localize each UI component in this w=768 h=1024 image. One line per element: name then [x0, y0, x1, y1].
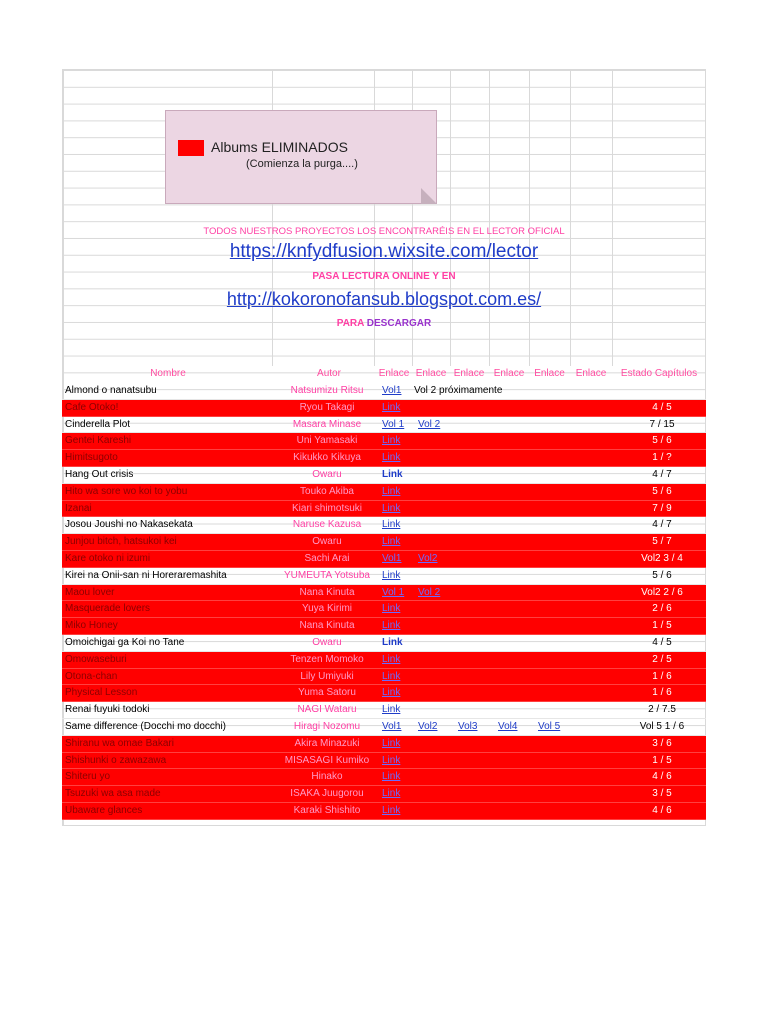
chapter-status: 7 / 9	[652, 502, 672, 514]
project-name: Izanai	[65, 502, 92, 514]
project-author: Hiragi Nozomu	[293, 720, 361, 732]
project-author: Hinako	[311, 771, 343, 783]
project-author: Nana Kinuta	[299, 586, 355, 598]
table-header	[62, 366, 706, 383]
chapter-status: Vol2 3 / 4	[641, 552, 683, 564]
table-row	[62, 585, 706, 602]
table-row	[62, 433, 706, 450]
header-enlace: Enlace	[453, 368, 485, 379]
table-row	[62, 568, 706, 585]
download-link[interactable]: Link	[382, 519, 401, 531]
download-link[interactable]: Link	[382, 653, 401, 665]
project-name: Renai fuyuki todoki	[65, 704, 150, 716]
project-name: Shishunki o zawazawa	[65, 754, 167, 766]
table-row	[62, 501, 706, 518]
table-row	[62, 803, 706, 820]
project-name: Masquerade lovers	[65, 603, 151, 615]
table-row	[62, 383, 706, 400]
project-author: Yuya Kirimi	[301, 603, 352, 615]
project-name: Ubaware glances	[65, 804, 143, 816]
project-name: Cafe Otoko!	[65, 401, 119, 413]
project-name: Maou lover	[65, 586, 115, 598]
para-text: PARA	[336, 318, 364, 329]
chapter-status: 1 / ?	[652, 452, 672, 464]
table-row	[62, 618, 706, 635]
download-link[interactable]: Vol 2	[418, 586, 441, 598]
project-author: Owaru	[312, 468, 342, 480]
chapter-status: 1 / 6	[652, 687, 672, 699]
chapter-status: Vol2 2 / 6	[641, 586, 683, 598]
chapter-status: 4 / 7	[652, 468, 672, 480]
table-row	[62, 736, 706, 753]
chapter-status: 3 / 6	[652, 737, 672, 749]
table-row	[62, 467, 706, 484]
project-name: Shiteru yo	[65, 771, 111, 783]
download-link[interactable]: Link	[382, 788, 401, 800]
download-link[interactable]: Link	[382, 636, 403, 648]
table-row	[62, 635, 706, 652]
project-name: Omoichigai ga Koi no Tane	[65, 636, 185, 648]
project-name: Himitsugoto	[65, 452, 118, 464]
download-link[interactable]: Vol1	[382, 385, 402, 396]
table-row	[62, 450, 706, 467]
download-link[interactable]: Vol3	[458, 720, 478, 732]
download-link[interactable]: Vol 5	[538, 720, 561, 732]
yen-text: Y EN	[429, 271, 456, 282]
header-estado: Estado Capítulos	[620, 368, 698, 379]
project-author: Yuma Satoru	[298, 687, 356, 699]
project-author: Touko Akiba	[300, 485, 354, 497]
download-link[interactable]: Link	[382, 603, 401, 615]
chapter-status: 5 / 6	[652, 435, 672, 447]
download-line	[62, 318, 706, 329]
download-link[interactable]: Link	[382, 804, 401, 816]
project-author: ISAKA Juugorou	[290, 788, 364, 800]
project-author: Akira Minazuki	[294, 737, 360, 749]
chapter-status: 2 / 6	[652, 603, 672, 615]
header-enlace: Enlace	[575, 368, 607, 379]
download-link[interactable]: Link	[382, 737, 401, 749]
chapter-status: 4 / 6	[652, 804, 672, 816]
table-row	[62, 786, 706, 803]
download-link[interactable]: Link	[382, 536, 401, 548]
project-name: Tsuzuki wa asa made	[65, 788, 161, 800]
project-author: Ryou Takagi	[299, 401, 355, 413]
download-link[interactable]: Link	[382, 569, 401, 581]
table-row	[62, 601, 706, 618]
chapter-status: 4 / 5	[652, 636, 672, 648]
table-row	[62, 551, 706, 568]
download-link[interactable]: Link	[382, 435, 401, 447]
project-name: Hito wa sore wo koi to yobu	[65, 485, 188, 497]
download-link[interactable]: Vol2	[418, 552, 438, 564]
project-author: Lily Umiyuki	[300, 670, 354, 682]
reader-link[interactable]: https://knfydfusion.wixsite.com/lector	[229, 241, 539, 262]
project-author: Tenzen Momoko	[290, 653, 364, 665]
table-row	[62, 400, 706, 417]
header-enlace: Enlace	[415, 368, 447, 379]
project-name: Same difference (Docchi mo docchi)	[65, 720, 226, 732]
table-row	[62, 753, 706, 770]
project-author: Kikukko Kikuya	[293, 452, 361, 464]
project-name: Josou Joushi no Nakasekata	[65, 519, 193, 531]
project-author: Kiari shimotsuki	[291, 502, 363, 514]
intro-line: TODOS NUESTROS PROYECTOS LOS ENCONTRARÉIS EN EL LECTOR OFICIAL	[203, 226, 565, 237]
project-author: Uni Yamasaki	[296, 435, 358, 447]
chapter-status: 4 / 7	[652, 519, 672, 531]
download-link[interactable]: Link	[382, 502, 401, 514]
download-link[interactable]: Link	[382, 687, 401, 699]
table-row	[62, 517, 706, 534]
download-link[interactable]: Vol 2	[418, 418, 441, 430]
chapter-status: 5 / 7	[652, 536, 672, 548]
table-row	[62, 685, 706, 702]
red-legend-swatch	[178, 140, 204, 156]
chapter-status: 7 / 15	[649, 418, 675, 430]
project-name: Omowaseburi	[65, 653, 127, 665]
project-table	[62, 383, 706, 820]
chapter-status: 3 / 5	[652, 788, 672, 800]
project-author: Natsumizu Ritsu	[290, 385, 364, 396]
header-enlace: Enlace	[493, 368, 525, 379]
download-link[interactable]: Link	[382, 620, 401, 632]
chapter-status: Vol 5 1 / 6	[639, 720, 685, 732]
project-author: MISASAGI Kumiko	[284, 754, 370, 766]
lectura-text: LECTURA ONLINE	[341, 271, 430, 282]
note-title: Albums ELIMINADOS	[211, 139, 348, 155]
download-link[interactable]: Link	[382, 771, 401, 783]
chapter-status: 1 / 5	[652, 620, 672, 632]
header-nombre: Nombre	[150, 368, 186, 379]
note-fold-corner	[421, 188, 437, 204]
project-name: Kirei na Onii-san ni Horeraremashita	[65, 569, 227, 581]
project-author: NAGI Wataru	[297, 704, 357, 716]
download-link[interactable]: Link	[382, 485, 401, 497]
chapter-status: 1 / 6	[652, 670, 672, 682]
chapter-status: 4 / 5	[652, 401, 672, 413]
download-link[interactable]: Vol1	[382, 720, 402, 732]
project-author: Owaru	[312, 536, 342, 548]
chapter-status: 5 / 6	[652, 485, 672, 497]
online-line	[62, 271, 706, 282]
project-name: Cinderella Plot	[65, 418, 131, 430]
download-link[interactable]: Link	[382, 754, 401, 766]
chapter-status: 4 / 6	[652, 771, 672, 783]
descargar-text: DESCARGAR	[366, 318, 432, 329]
table-row	[62, 702, 706, 719]
pasa-text: PASA	[312, 271, 340, 282]
header-autor: Autor	[317, 368, 341, 379]
table-row	[62, 484, 706, 501]
note-subtitle: (Comienza la purga....)	[246, 158, 358, 170]
download-link[interactable]: Link	[382, 670, 401, 682]
project-author: Masara Minase	[292, 418, 362, 430]
project-name: Gentei Kareshi	[65, 435, 132, 447]
chapter-status: 2 / 7.5	[648, 704, 676, 716]
table-row	[62, 719, 706, 736]
project-author: Sachi Arai	[304, 552, 350, 564]
chapter-status: 2 / 5	[652, 653, 672, 665]
project-name: Physical Lesson	[65, 687, 138, 699]
download-link[interactable]: Vol4	[498, 720, 518, 732]
table-row	[62, 669, 706, 686]
download-link[interactable]: Vol 1	[382, 586, 405, 598]
project-name: Junjou bitch, hatsukoi kei	[65, 536, 177, 548]
table-row	[62, 769, 706, 786]
project-author: YUMEUTA Yotsuba	[284, 569, 370, 581]
project-author: Nana Kinuta	[299, 620, 355, 632]
project-author: Naruse Kazusa	[292, 519, 362, 531]
download-link[interactable]: Link	[382, 401, 401, 413]
project-name: Hang Out crisis	[65, 468, 134, 480]
table-row	[62, 652, 706, 669]
project-author: Owaru	[312, 636, 342, 648]
download-link[interactable]: Link	[382, 468, 403, 480]
chapter-status: 1 / 5	[652, 754, 672, 766]
project-name: Miko Honey	[65, 620, 118, 632]
chapter-status: 5 / 6	[652, 569, 672, 581]
download-link[interactable]: Link	[382, 452, 401, 464]
table-row	[62, 417, 706, 434]
row-note: Vol 2 próximamente	[414, 385, 503, 396]
project-author: Karaki Shishito	[293, 804, 361, 816]
project-name: Almond o nanatsubu	[65, 385, 157, 396]
download-link[interactable]: Vol 1	[382, 418, 405, 430]
header-enlace: Enlace	[378, 368, 410, 379]
download-link[interactable]: Link	[382, 704, 401, 716]
table-row	[62, 534, 706, 551]
download-link[interactable]: Vol2	[418, 720, 438, 732]
header-enlace: Enlace	[534, 368, 565, 379]
project-name: Kare otoko ni izumi	[65, 552, 151, 564]
blog-link[interactable]: http://kokoronofansub.blogspot.com.es/	[226, 289, 542, 309]
download-link[interactable]: Vol1	[382, 552, 402, 564]
project-name: Otona-chan	[65, 670, 118, 682]
project-name: Shiranu wa omae Bakari	[65, 737, 174, 749]
sticky-note	[165, 110, 437, 204]
